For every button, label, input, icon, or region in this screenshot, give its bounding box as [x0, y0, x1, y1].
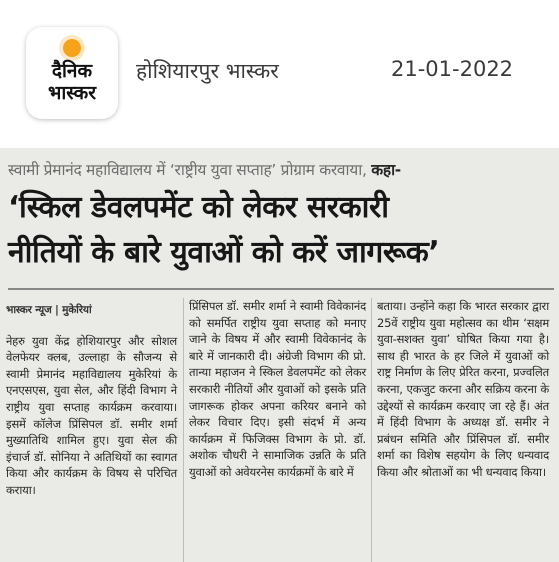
newspaper-header: [0, 0, 559, 148]
column-3-text: बताया। उन्होंने कहा कि भारत सरकार द्वारा 25वें राष्ट्रीय युवा महोत्सव का थीम ‘सक्षम युवा-सशक्त युवा’ घोषित किया गया है। साथ ही भारत के हर जिले में युवाओं को राष्ट्र निर्माण के लिए प्रेरित करना, प्रज्वलित करना, एकजुट करना और सक्रिय करना के उद्देश्यों से कार्यक्रम करवाए जा रहे हैं। अंत में हिंदी विभाग के अध्यक्ष डॉ. समीर ने प्रबंधन समिति और प्रिंसिपल डॉ. समीर शर्मा का विशेष सहयोग के लिए धन्यवाद किया और श्रोताओं का भी धन्यवाद किया।: [377, 299, 549, 479]
article-kicker: [8, 158, 552, 180]
article-byline: भास्कर न्यूज | मुकेरियां: [6, 304, 92, 316]
logo-text-line2: भास्कर: [47, 82, 97, 104]
headline-line1: ‘स्किल डेवलपमेंट को लेकर सरकारी: [8, 190, 389, 225]
kicker-bold-text: कहा-: [371, 161, 401, 179]
column-divider: [371, 298, 372, 562]
logo-text-line1: दैनिक: [51, 60, 93, 82]
kicker-text: स्वामी प्रेमानंद महाविद्यालय में ‘राष्ट्रीय युवा सप्ताह’ प्रोग्राम करवाया,: [8, 161, 367, 179]
article-column-2: [189, 298, 366, 481]
dainik-bhaskar-logo[interactable]: [26, 27, 118, 119]
article-headline: [8, 185, 556, 275]
article-column-3: [377, 298, 549, 481]
column-divider: [183, 298, 184, 562]
edition-date: 21-01-2022: [391, 57, 514, 81]
sun-icon: [63, 39, 81, 57]
edition-name: होशियारपुर भास्कर: [136, 59, 279, 83]
article-column-1: [6, 302, 177, 499]
column-1-text: नेहरु युवा केंद्र होशियारपुर और सोशल वेलफेयर क्लब, उल्लाहा के सौजन्य से स्वामी प्रेमानंद महाविद्यालय मुकेरियां के एनएसएस, युवा सेल, और हिंदी विभाग ने राष्ट्रीय युवा सप्ताह कार्यक्रम करवाया। इसमें कॉलेज प्रिंसिपल डॉ. समीर शर्मा मुख्यातिथि शामिल हुए। युवा सेल की इंचार्ज डॉ. सोनिया ने अतिथियों का स्वागत किया और कार्यक्रम के विषय से परिचित कराया।: [6, 333, 177, 497]
column-2-text: प्रिंसिपल डॉ. समीर शर्मा ने स्वामी विवेकानंद को समर्पित राष्ट्रीय युवा सप्ताह को मनाए जाने के विषय में और स्वामी विवेकानंद के बारे में जानकारी दी। अंग्रेजी विभाग की प्रो. तान्या महाजन ने स्किल डेवलपमेंट को लेकर सरकारी नीतियों और युवाओं को इसके प्रति जागरूक होकर अपना करियर बनाने को लेकर विचार दिए। इसी संदर्भ में अन्य कार्यक्रम में फिजिक्स विभाग के प्रो. डॉ. अशोक चौधरी ने सामाजिक उन्नति के प्रति युवाओं को अवेयरनेस कार्यक्रमों के बारे में: [189, 299, 366, 479]
news-clipping: [0, 148, 559, 562]
headline-line2: नीतियों के बारे युवाओं को करें जागरूक’: [8, 235, 440, 270]
headline-divider: [8, 288, 554, 290]
